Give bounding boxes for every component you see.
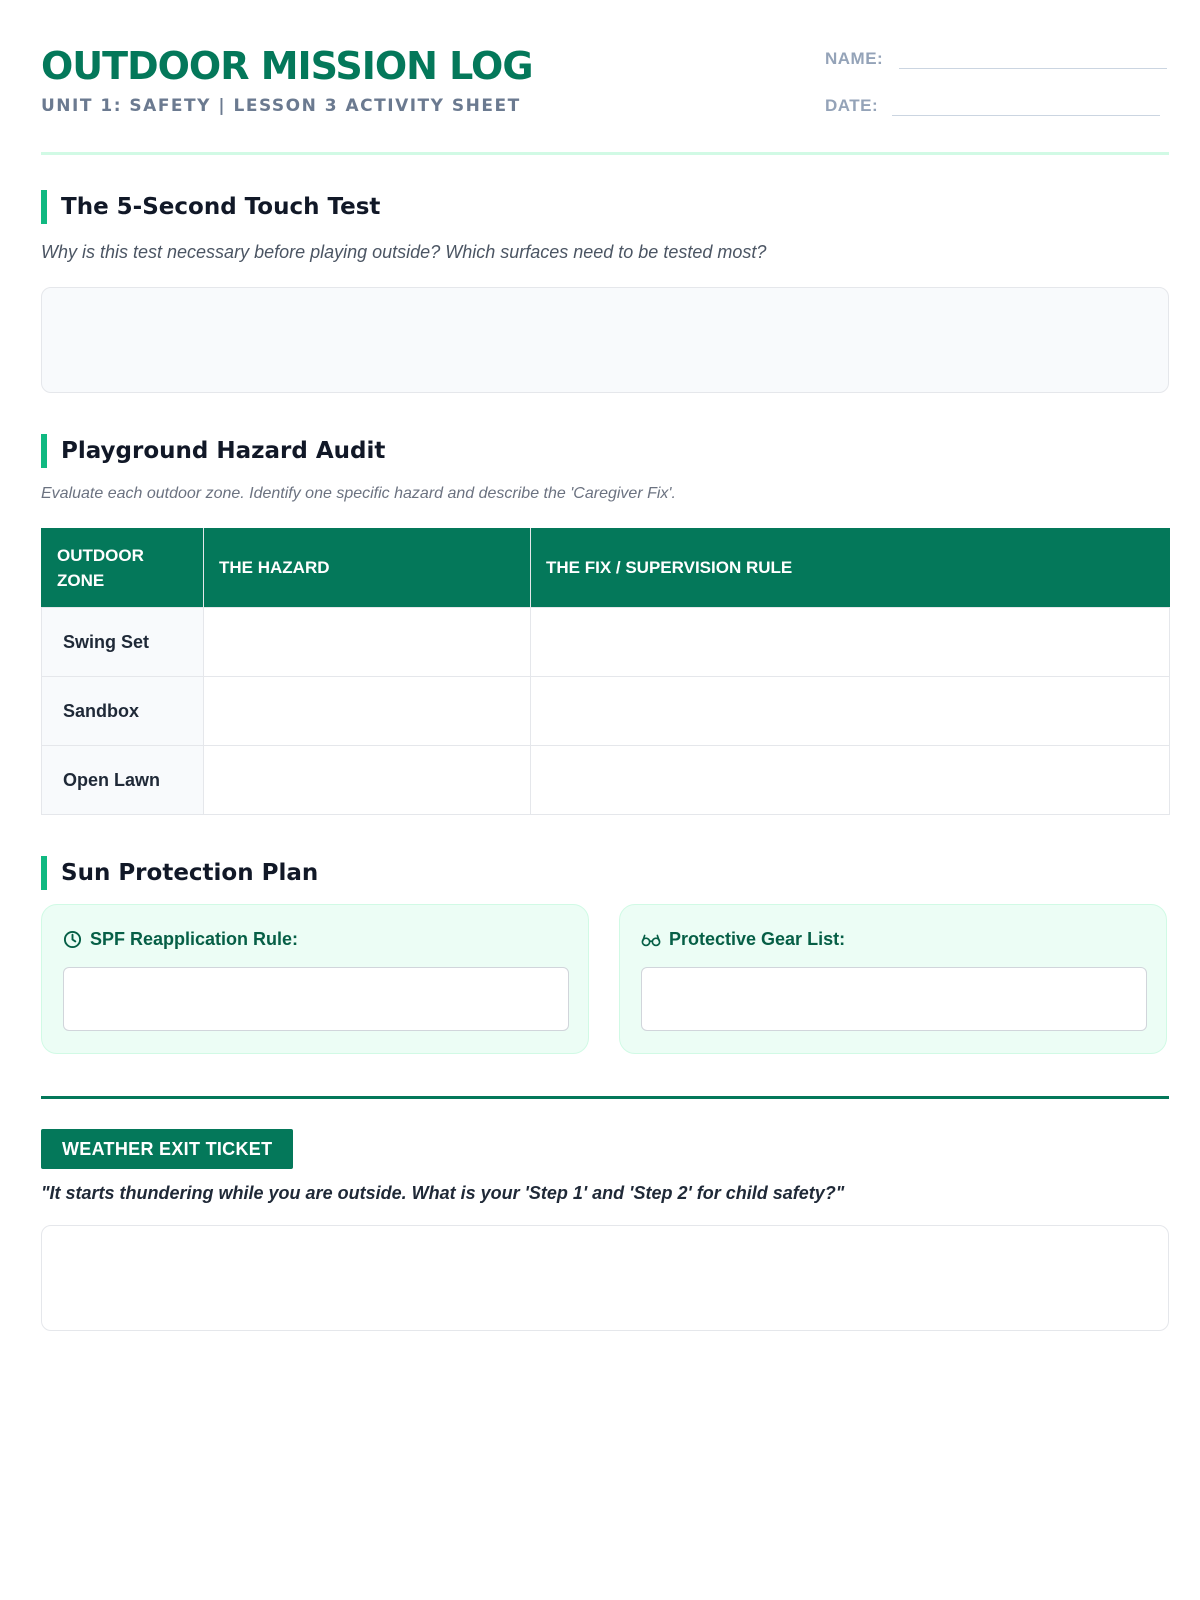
fix-cell[interactable] xyxy=(531,608,1170,677)
date-field[interactable] xyxy=(892,93,1160,116)
touch-test-answer-box[interactable] xyxy=(41,287,1169,393)
column-header-hazard: THE HAZARD xyxy=(204,529,531,608)
exit-ticket-question: "It starts thundering while you are outside. What is your 'Step 1' and 'Step 2' for child safety?" xyxy=(41,1183,845,1203)
glasses-icon xyxy=(641,932,661,948)
section-accent-bar xyxy=(41,190,47,224)
hazard-cell[interactable] xyxy=(204,746,531,815)
spf-rule-card xyxy=(41,904,589,1054)
table-header-row xyxy=(42,529,1170,608)
sun-protection-title: Sun Protection Plan xyxy=(61,860,319,886)
fix-cell[interactable] xyxy=(531,746,1170,815)
date-label: DATE: xyxy=(825,96,879,115)
activity-sheet xyxy=(41,0,1169,1203)
zone-cell: Swing Set xyxy=(42,608,204,677)
spf-rule-label-row xyxy=(63,929,298,950)
clock-icon xyxy=(63,930,82,949)
sun-protection-heading xyxy=(41,856,318,890)
page-title: OUTDOOR MISSION LOG xyxy=(41,44,533,88)
spf-rule-input[interactable] xyxy=(63,967,569,1031)
name-row xyxy=(825,46,1167,69)
exit-ticket-answer-box[interactable] xyxy=(41,1225,1169,1331)
hazard-audit-heading xyxy=(41,434,385,468)
date-row xyxy=(825,93,1160,116)
page-subtitle: UNIT 1: SAFETY | LESSON 3 ACTIVITY SHEET xyxy=(41,96,521,116)
spf-rule-label: SPF Reapplication Rule: xyxy=(90,929,299,949)
name-label: NAME: xyxy=(825,49,884,68)
table-row xyxy=(42,608,1170,677)
zone-cell: Sandbox xyxy=(42,677,204,746)
gear-list-label-row xyxy=(641,929,845,950)
gear-list-card xyxy=(619,904,1167,1054)
exit-ticket-badge: WEATHER EXIT TICKET xyxy=(41,1129,293,1169)
hazard-cell[interactable] xyxy=(204,608,531,677)
zone-cell: Open Lawn xyxy=(42,746,204,815)
gear-list-label: Protective Gear List: xyxy=(669,929,846,949)
table-row xyxy=(42,746,1170,815)
table-row xyxy=(42,677,1170,746)
section-divider xyxy=(41,1096,1169,1099)
column-header-zone: OUTDOOR ZONE xyxy=(42,529,204,608)
name-field[interactable] xyxy=(899,46,1167,69)
touch-test-title: The 5-Second Touch Test xyxy=(61,194,381,220)
hazard-audit-table xyxy=(41,528,1170,815)
section-accent-bar xyxy=(41,434,47,468)
section-accent-bar xyxy=(41,856,47,890)
touch-test-heading xyxy=(41,190,380,224)
fix-cell[interactable] xyxy=(531,677,1170,746)
sheet-header xyxy=(41,0,1169,155)
gear-list-input[interactable] xyxy=(641,967,1147,1031)
hazard-cell[interactable] xyxy=(204,677,531,746)
hazard-audit-title: Playground Hazard Audit xyxy=(61,438,386,464)
touch-test-prompt: Why is this test necessary before playing outside? Which surfaces need to be tested most? xyxy=(41,242,767,262)
hazard-audit-prompt: Evaluate each outdoor zone. Identify one specific hazard and describe the 'Caregiver Fix'. xyxy=(41,485,676,502)
column-header-fix: THE FIX / SUPERVISION RULE xyxy=(531,529,1170,608)
